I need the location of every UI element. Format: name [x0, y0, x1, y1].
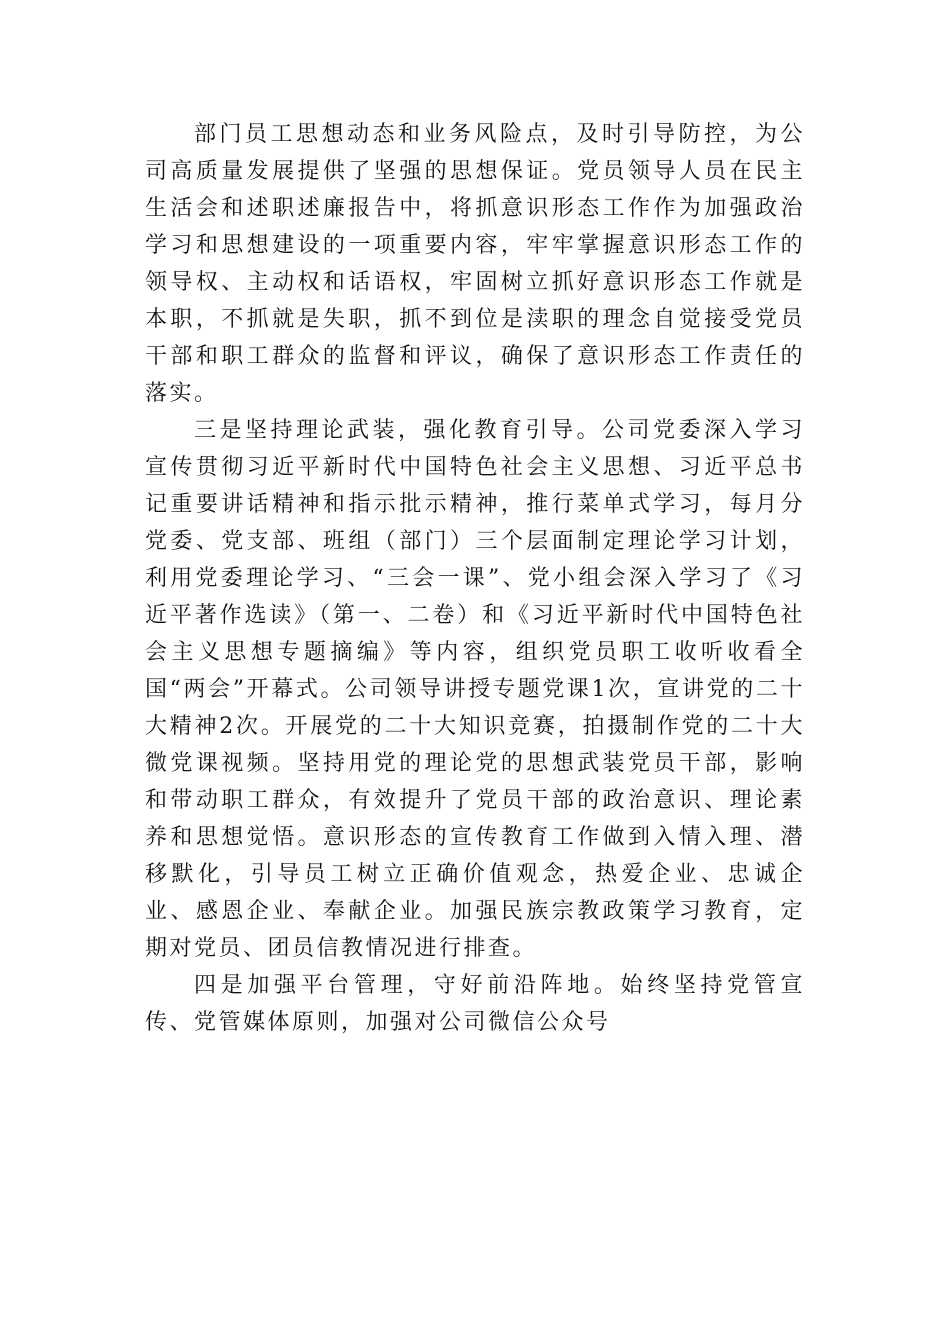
paragraph-2: 三是坚持理论武装，强化教育引导。公司党委深入学习宣传贯彻习近平新时代中国特色社会主义思想、习近平总书记重要讲话精神和指示批示精神，推行菜单式学习，每月分党委、党支部、班组（部门）三个层面制定理论学习计划，利用党委理论学习、“三会一课”、党小组会深入学习了《习近平著作选读》（第一、二卷）和《习近平新时代中国特色社会主义思想专题摘编》等内容，组织党员职工收听收看全国“两会”开幕式。公司领导讲授专题党课1次，宣讲党的二十大精神2次。开展党的二十大知识竞赛，拍摄制作党的二十大微党课视频。坚持用党的理论党的思想武装党员干部，影响和带动职工群众，有效提升了党员干部的政治意识、理论素养和思想觉悟。意识形态的宣传教育工作做到入情入理、潜移默化，引导员工树立正确价值观念，热爱企业、忠诚企业、感恩企业、奉献企业。加强民族宗教政策学习教育，定期对党员、团员信教情况进行排查。 [145, 418, 805, 961]
paragraph-3: 四是加强平台管理，守好前沿阵地。始终坚持党管宣传、党管媒体原则，加强对公司微信公众号 [145, 973, 805, 1035]
paragraph-1: 部门员工思想动态和业务风险点，及时引导防控，为公司高质量发展提供了坚强的思想保证。党员领导人员在民主生活会和述职述廉报告中，将抓意识形态工作作为加强政治学习和思想建设的一项重要内容，牢牢掌握意识形态工作的领导权、主动权和话语权，牢固树立抓好意识形态工作就是本职，不抓就是失职，抓不到位是渎职的理念自觉接受党员干部和职工群众的监督和评议，确保了意识形态工作责任的落实。 [145, 122, 805, 406]
document-body [145, 116, 805, 1041]
